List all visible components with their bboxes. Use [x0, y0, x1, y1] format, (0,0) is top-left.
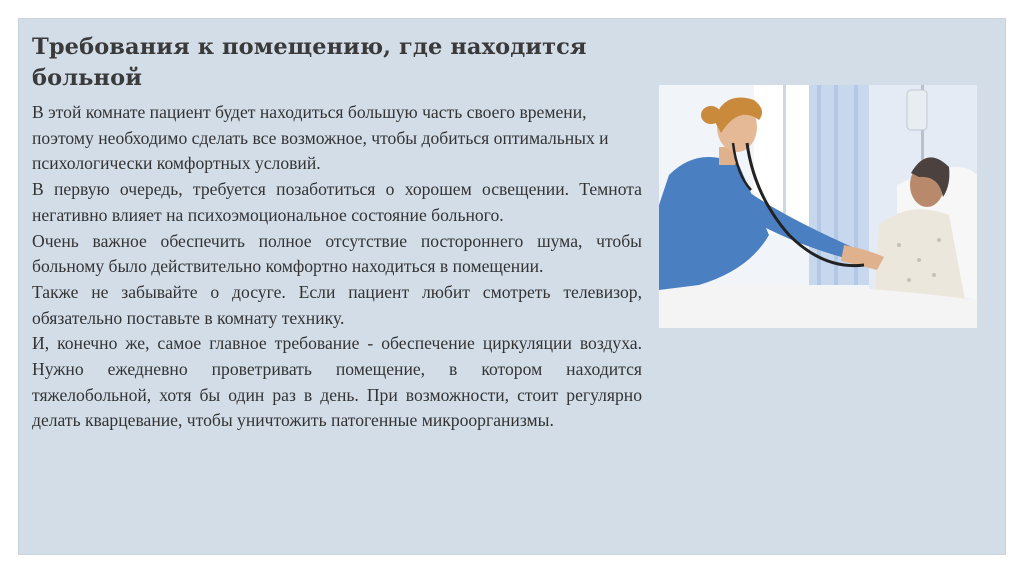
- slide-body: [32, 100, 642, 434]
- paragraph-1: В этой комнате пациент будет находиться большую часть своего времени, поэтому необходимо сделать все возможное, чтобы добиться оптимальных и психологически комфортных условий.: [32, 102, 609, 174]
- slide-title: Требования к помещению, где находится больной: [32, 34, 587, 91]
- slide: [18, 18, 1006, 555]
- nurse-patient-illustration: [659, 85, 977, 328]
- paragraph-5: И, конечно же, самое главное требование - обеспечение циркуляции воздуха. Нужно ежедневно проветривать помещение, в котором находится тяжелобольной, хотя бы один раз в день. При возможности, стоит регулярно делать кварцевание, чтобы уничтожить патогенные микроорганизмы.: [32, 333, 642, 431]
- nurse-patient-photo: [659, 85, 977, 328]
- paragraph-2: В первую очередь, требуется позаботиться о хорошем освещении. Темнота негативно влияет на психоэмоциональное состояние больного.: [32, 179, 642, 225]
- paragraph-4: Также не забывайте о досуге. Если пациент любит смотреть телевизор, обязательно поставьте в комнату технику.: [32, 281, 642, 328]
- paragraph-3: Очень важное обеспечить полное отсутствие постороннего шума, чтобы больному было действительно комфортно находиться в помещении.: [32, 230, 642, 277]
